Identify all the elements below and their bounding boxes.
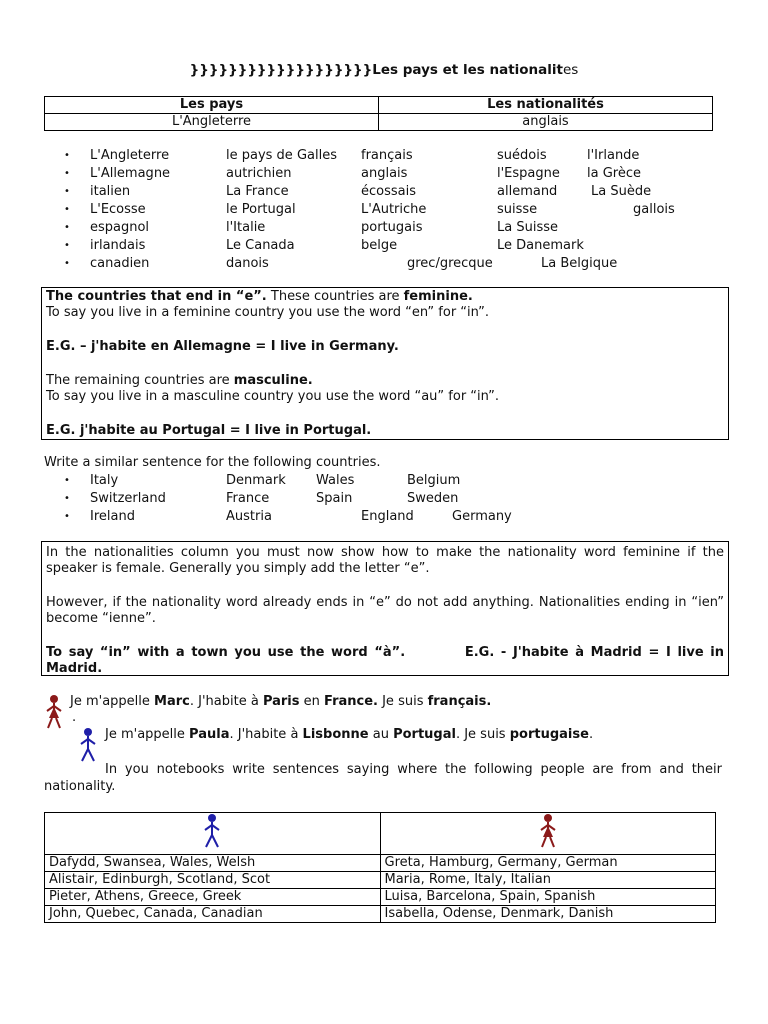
list-item: • L'Ecosse le Portugal L'Autriche suisse gallois: [64, 202, 675, 217]
table-row: Pieter, Athens, Greece, Greek Luisa, Barcelona, Spain, Spanish: [45, 889, 716, 906]
list-item: • italien La France écossais allemand La Suède: [64, 184, 652, 199]
nationality-rules-box: In the nationalities column you must now show how to make the nationality word feminine if the speaker is female. Generally you simply add the letter “e”. However, if the nationality word already ends in “e” do not add anything. Nationalities ending in “ien” become “ienne”. To say “in” with a town you use the word “à”. E.G. - J'habite à Madrid = I live in Madrid.: [41, 541, 729, 676]
table-row: Alistair, Edinburgh, Scotland, Scot Maria, Rome, Italy, Italian: [45, 872, 716, 889]
example-masculine: E.G. j'habite au Portugal = I live in Portugal.: [46, 423, 372, 438]
list-item: • L'Allemagne autrichien anglais l'Espagne la Grèce: [64, 166, 641, 181]
list-item: • Switzerland France Spain Sweden: [64, 491, 459, 506]
gender-rules-box: The countries that end in “e”. These countries are feminine. To say you live in a feminine country you use the word “en” for “in”. E.G. – j'habite en Allemagne = I live in Germany. The remaining countries are masculine. To say you live in a masculine country you use the word “au” for “in”. E.G. j'habite au Portugal = I live in Portugal.: [41, 287, 729, 440]
table-row: Dafydd, Swansea, Wales, Welsh Greta, Hamburg, Germany, German: [45, 855, 716, 872]
male-figure-icon: [78, 727, 98, 763]
list-item: • Ireland Austria England Germany: [64, 509, 512, 524]
male-figure-icon: [202, 813, 222, 849]
page-title: }}}}}}}}}}}}}}}}}}}Les pays et les nationalites: [189, 62, 579, 78]
example-feminine: E.G. – j'habite en Allemagne = I live in Germany.: [46, 339, 399, 354]
header-nationalities: Les nationalités: [379, 97, 713, 114]
female-figure-icon: [538, 813, 558, 849]
list-item: • espagnol l'Italie portugais La Suisse: [64, 220, 558, 235]
countries-nationalities-table: [44, 96, 713, 131]
table-row: John, Quebec, Canada, Canadian Isabella, Odense, Denmark, Danish: [45, 906, 716, 923]
exercise-intro: Write a similar sentence for the following countries.: [44, 455, 381, 470]
male-column-header: [45, 813, 381, 855]
list-item: • L'Angleterre le pays de Galles français suédois l'Irlande: [64, 148, 640, 163]
example-country: L'Angleterre: [45, 114, 379, 131]
example-nationality: anglais: [379, 114, 713, 131]
female-figure-icon: [44, 694, 64, 730]
notebook-instruction: In you notebooks write sentences saying where the following people are from and their nationality.: [44, 762, 722, 794]
list-item: • irlandais Le Canada belge Le Danemark: [64, 238, 584, 253]
marc-sentence: Je m'appelle Marc. J'habite à Paris en France. Je suis français.: [70, 694, 492, 709]
list-item: • canadien danois grec/grecque La Belgique: [64, 256, 618, 271]
list-item: • Italy Denmark Wales Belgium: [64, 473, 461, 488]
header-countries: Les pays: [45, 97, 379, 114]
paula-sentence: Je m'appelle Paula. J'habite à Lisbonne au Portugal. Je suis portugaise.: [105, 727, 594, 742]
female-column-header: [380, 813, 716, 855]
people-table: [44, 812, 716, 923]
